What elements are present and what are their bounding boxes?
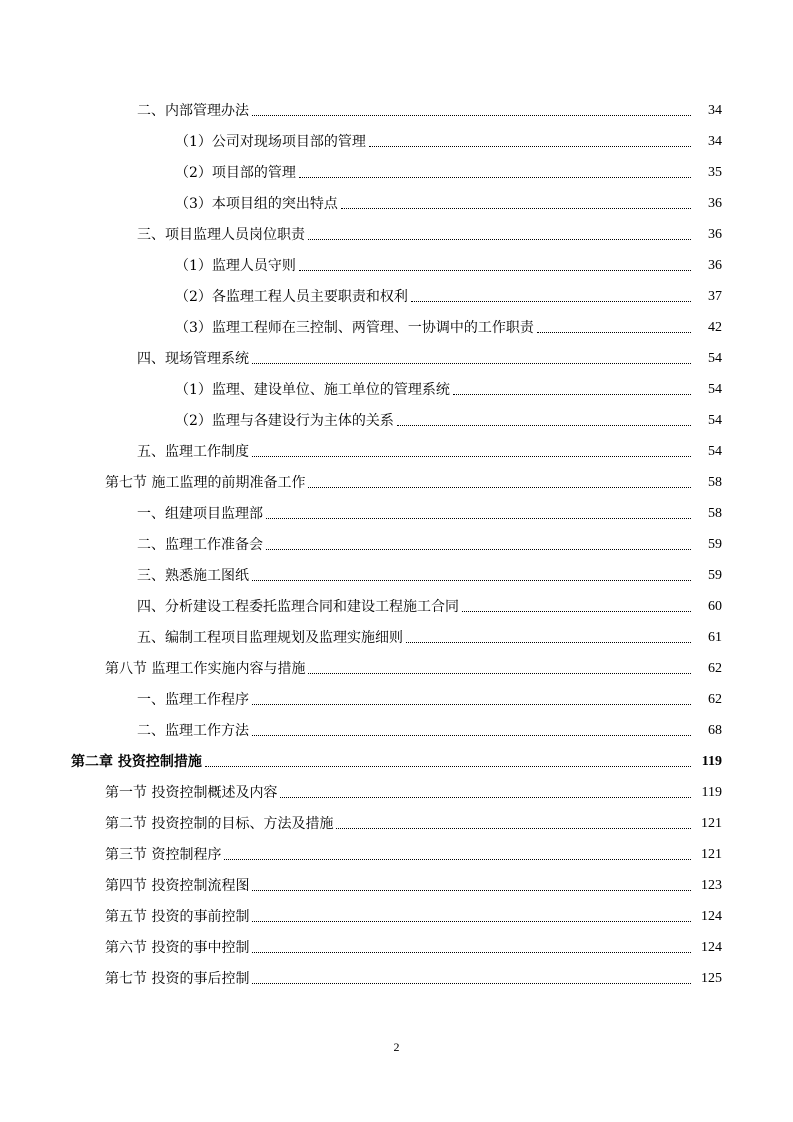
toc-entry-title: 第七节 投资的事后控制 <box>105 970 250 987</box>
dot-leader <box>537 332 691 333</box>
dot-leader <box>280 797 691 798</box>
toc-entry-page: 123 <box>701 877 722 893</box>
toc-entry[interactable] <box>0 870 793 901</box>
toc-entry-page: 54 <box>708 443 722 459</box>
toc-entry-title: 二、监理工作准备会 <box>137 536 263 553</box>
toc-entry[interactable] <box>0 839 793 870</box>
toc-entry-title: 第一节 投资控制概述及内容 <box>105 784 278 801</box>
toc-entry-page: 54 <box>708 412 722 428</box>
dot-leader <box>205 766 691 767</box>
toc-entry[interactable] <box>0 777 793 808</box>
dot-leader <box>406 642 691 643</box>
dot-leader <box>252 983 691 984</box>
toc-entry-page: 36 <box>708 195 722 211</box>
dot-leader <box>462 611 691 612</box>
toc-entry-page: 58 <box>708 474 722 490</box>
dot-leader <box>299 177 691 178</box>
toc-entry-page: 58 <box>708 505 722 521</box>
toc-entry[interactable] <box>0 746 793 777</box>
dot-leader <box>252 704 691 705</box>
toc-entry[interactable] <box>0 312 793 343</box>
toc-entry-title: （1）公司对现场项目部的管理 <box>175 133 366 150</box>
dot-leader <box>308 487 691 488</box>
toc-entry-title: 第七节 施工监理的前期准备工作 <box>105 474 306 491</box>
dot-leader <box>224 859 691 860</box>
toc-entry[interactable] <box>0 374 793 405</box>
dot-leader <box>453 394 691 395</box>
toc-entry-page: 59 <box>708 536 722 552</box>
toc-entry-title: 五、监理工作制度 <box>137 443 249 460</box>
dot-leader <box>369 146 691 147</box>
toc-entry-page: 62 <box>708 691 722 707</box>
toc-entry-title: 三、项目监理人员岗位职责 <box>137 226 305 243</box>
toc-entry-title: 五、编制工程项目监理规划及监理实施细则 <box>137 629 403 646</box>
toc-entry-title: 四、分析建设工程委托监理合同和建设工程施工合同 <box>137 598 459 615</box>
toc-entry-page: 125 <box>701 970 722 986</box>
toc-entry[interactable] <box>0 684 793 715</box>
dot-leader <box>252 952 691 953</box>
toc-entry-title: （3）监理工程师在三控制、两管理、一协调中的工作职责 <box>175 319 534 336</box>
toc-entry-page: 59 <box>708 567 722 583</box>
toc-entry-page: 119 <box>701 784 722 800</box>
toc-entry[interactable] <box>0 467 793 498</box>
toc-entry-page: 124 <box>701 939 722 955</box>
toc-entry-title: （3）本项目组的突出特点 <box>175 195 338 212</box>
toc-entry-page: 42 <box>708 319 722 335</box>
toc-entry-page: 121 <box>701 846 722 862</box>
toc-entry[interactable] <box>0 343 793 374</box>
toc-entry[interactable] <box>0 560 793 591</box>
toc-entry[interactable] <box>0 529 793 560</box>
toc-entry-page: 36 <box>708 257 722 273</box>
dot-leader <box>266 518 691 519</box>
dot-leader <box>252 580 691 581</box>
toc-entry-page: 35 <box>708 164 722 180</box>
toc-entry-title: 第二节 投资控制的目标、方法及措施 <box>105 815 334 832</box>
toc-entry[interactable] <box>0 188 793 219</box>
toc-entry[interactable] <box>0 436 793 467</box>
toc-entry[interactable] <box>0 250 793 281</box>
dot-leader <box>252 115 691 116</box>
toc-entry-page: 61 <box>708 629 722 645</box>
toc-entry-title: 第三节 资控制程序 <box>105 846 222 863</box>
toc-entry-page: 68 <box>708 722 722 738</box>
toc-entry-title: 第二章 投资控制措施 <box>71 753 202 770</box>
toc-entry-title: 三、熟悉施工图纸 <box>137 567 249 584</box>
toc-entry-title: 二、监理工作方法 <box>137 722 249 739</box>
dot-leader <box>308 673 691 674</box>
toc-entry[interactable] <box>0 591 793 622</box>
toc-entry[interactable] <box>0 808 793 839</box>
toc-entry-title: 二、内部管理办法 <box>137 102 249 119</box>
toc-entry-page: 34 <box>708 102 722 118</box>
page-number: 2 <box>393 1040 400 1054</box>
dot-leader <box>308 239 691 240</box>
toc-entry-title: （1）监理、建设单位、施工单位的管理系统 <box>175 381 450 398</box>
toc-entry[interactable] <box>0 405 793 436</box>
toc-entry-title: 第八节 监理工作实施内容与措施 <box>105 660 306 677</box>
toc-entry-page: 121 <box>701 815 722 831</box>
toc-entry-page: 124 <box>701 908 722 924</box>
toc-entry-page: 119 <box>701 753 722 769</box>
dot-leader <box>252 921 691 922</box>
toc-entry-page: 36 <box>708 226 722 242</box>
toc-entry-page: 37 <box>708 288 722 304</box>
dot-leader <box>266 549 691 550</box>
toc-entry[interactable] <box>0 95 793 126</box>
toc-entry-title: 第四节 投资控制流程图 <box>105 877 250 894</box>
dot-leader <box>252 735 691 736</box>
dot-leader <box>299 270 691 271</box>
toc-entry[interactable] <box>0 901 793 932</box>
table-of-contents <box>0 95 793 994</box>
toc-entry[interactable] <box>0 498 793 529</box>
toc-entry-page: 62 <box>708 660 722 676</box>
toc-entry-title: （2）项目部的管理 <box>175 164 296 181</box>
toc-entry-page: 60 <box>708 598 722 614</box>
toc-entry-title: 四、现场管理系统 <box>137 350 249 367</box>
toc-entry-title: （2）各监理工程人员主要职责和权利 <box>175 288 408 305</box>
dot-leader <box>397 425 691 426</box>
toc-entry[interactable] <box>0 653 793 684</box>
dot-leader <box>252 890 691 891</box>
dot-leader <box>336 828 691 829</box>
toc-entry-page: 34 <box>708 133 722 149</box>
toc-entry[interactable] <box>0 715 793 746</box>
dot-leader <box>341 208 691 209</box>
dot-leader <box>252 456 691 457</box>
toc-entry[interactable] <box>0 126 793 157</box>
toc-entry-page: 54 <box>708 350 722 366</box>
toc-entry-title: 第五节 投资的事前控制 <box>105 908 250 925</box>
toc-entry-title: 第六节 投资的事中控制 <box>105 939 250 956</box>
toc-entry[interactable] <box>0 932 793 963</box>
toc-entry[interactable] <box>0 622 793 653</box>
toc-entry[interactable] <box>0 157 793 188</box>
toc-entry-page: 54 <box>708 381 722 397</box>
toc-entry-title: （2）监理与各建设行为主体的关系 <box>175 412 394 429</box>
toc-entry[interactable] <box>0 281 793 312</box>
dot-leader <box>252 363 691 364</box>
toc-entry-title: 一、监理工作程序 <box>137 691 249 708</box>
toc-entry-title: 一、组建项目监理部 <box>137 505 263 522</box>
toc-entry[interactable] <box>0 219 793 250</box>
dot-leader <box>411 301 691 302</box>
toc-entry-title: （1）监理人员守则 <box>175 257 296 274</box>
toc-entry[interactable] <box>0 963 793 994</box>
